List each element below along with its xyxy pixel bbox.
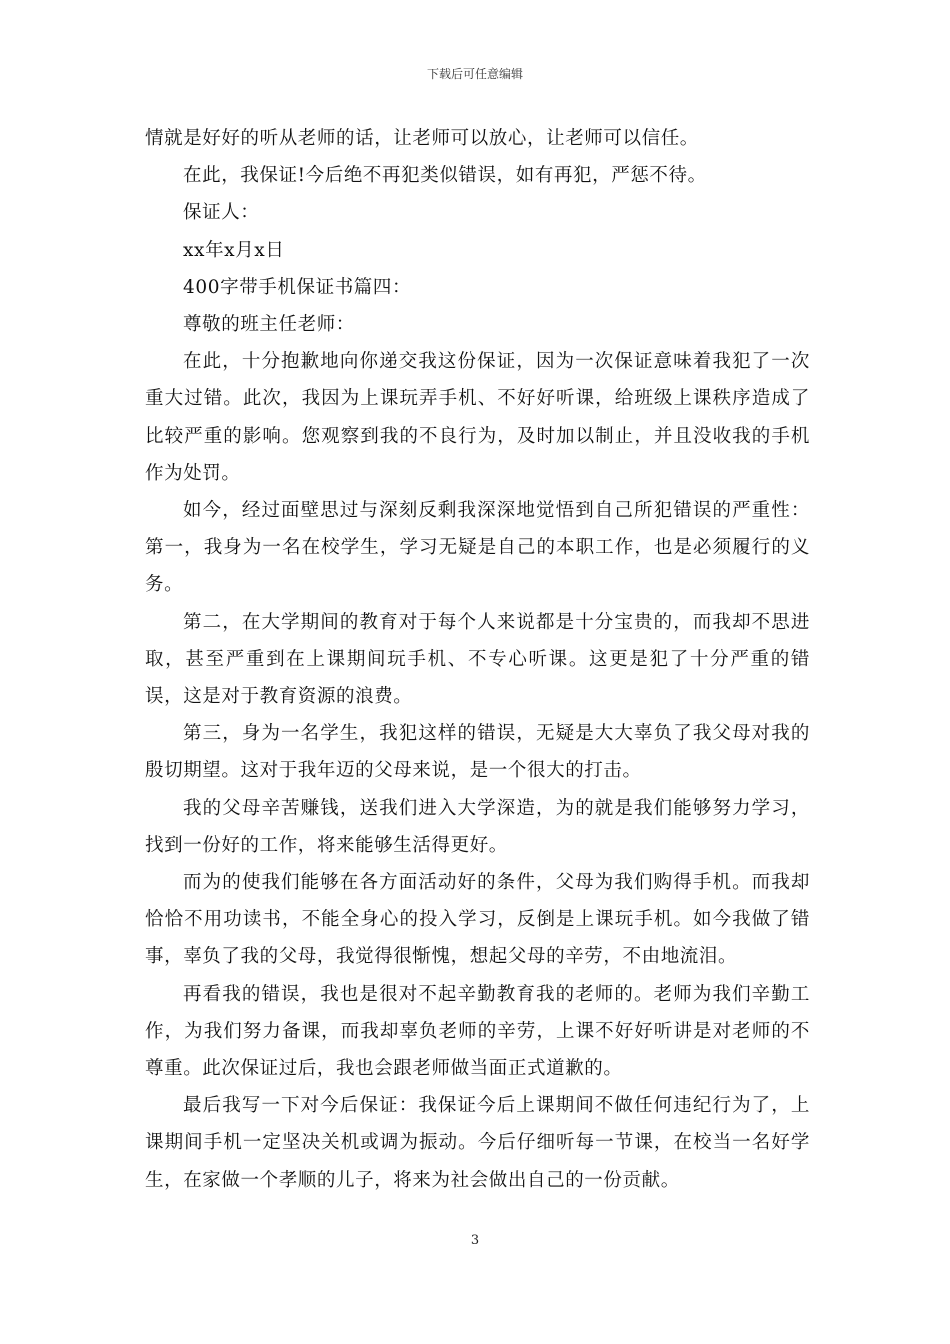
- page-number: 3: [470, 1233, 480, 1248]
- salutation: 尊敬的班主任老师：: [183, 314, 355, 336]
- paragraph: 情就是好好的听从老师的话，让老师可以放心，让老师可以信任。: [145, 128, 699, 149]
- paragraph: 第三，身为一名学生，我犯这样的错误，无疑是大大辜负了我父母对我的殷切期望。这对于我年迈的父母来说，是一个很大的打击。: [145, 723, 810, 782]
- page-header-note: 下载后可任意编辑: [426, 67, 523, 81]
- paragraph: 在此，我保证!今后绝不再犯类似错误，如有再犯，严惩不待。: [183, 165, 707, 187]
- paragraph: 而为的使我们能够在各方面活动好的条件，父母为我们购得手机。而我却恰恰不用功读书，不能全身心的投入学习，反倒是上课玩手机。如今我做了错事，辜负了我的父母，我觉得很惭愧，想起父母的辛劳，不由地流泪。: [145, 872, 810, 968]
- paragraph: 再看我的错误，我也是很对不起辛勤教育我的老师的。老师为我们辛勤工作，为我们努力备课，而我却辜负老师的辛劳，上课不好好听讲是对老师的不尊重。此次保证过后，我也会跟老师做当面正式道歉的。: [145, 983, 810, 1080]
- paragraph: 我的父母辛苦赚钱，送我们进入大学深造，为的就是我们能够努力学习，找到一份好的工作，将来能够生活得更好。: [145, 797, 810, 856]
- paragraph: 如今，经过面壁思过与深刻反剩我深深地觉悟到自己所犯错误的严重性：第一，我身为一名在校学生，学习无疑是自己的本职工作，也是必须履行的义务。: [145, 500, 810, 596]
- date-line: xx年x月x日: [183, 239, 285, 261]
- paragraph: 第二，在大学期间的教育对于每个人来说都是十分宝贵的，而我却不思进取，甚至严重到在上课期间玩手机、不专心听课。这更是犯了十分严重的错误，这是对于教育资源的浪费。: [145, 611, 810, 708]
- paragraph: 在此，十分抱歉地向你递交我这份保证，因为一次保证意味着我犯了一次重大过错。此次，我因为上课玩弄手机、不好好听课，给班级上课秩序造成了比较严重的影响。您观察到我的不良行为，及时加以制止，并且没收我的手机作为处罚。: [145, 351, 810, 484]
- document-body: [145, 120, 810, 1199]
- paragraph: 最后我写一下对今后保证：我保证今后上课期间不做任何违纪行为了，上课期间手机一定坚决关机或调为振动。今后仔细听每一节课，在校当一名好学生，在家做一个孝顺的儿子，将来为社会做出自己的一份贡献。: [145, 1095, 810, 1191]
- section-heading: 400字带手机保证书篇四：: [183, 276, 412, 298]
- signature-label: 保证人：: [183, 202, 260, 224]
